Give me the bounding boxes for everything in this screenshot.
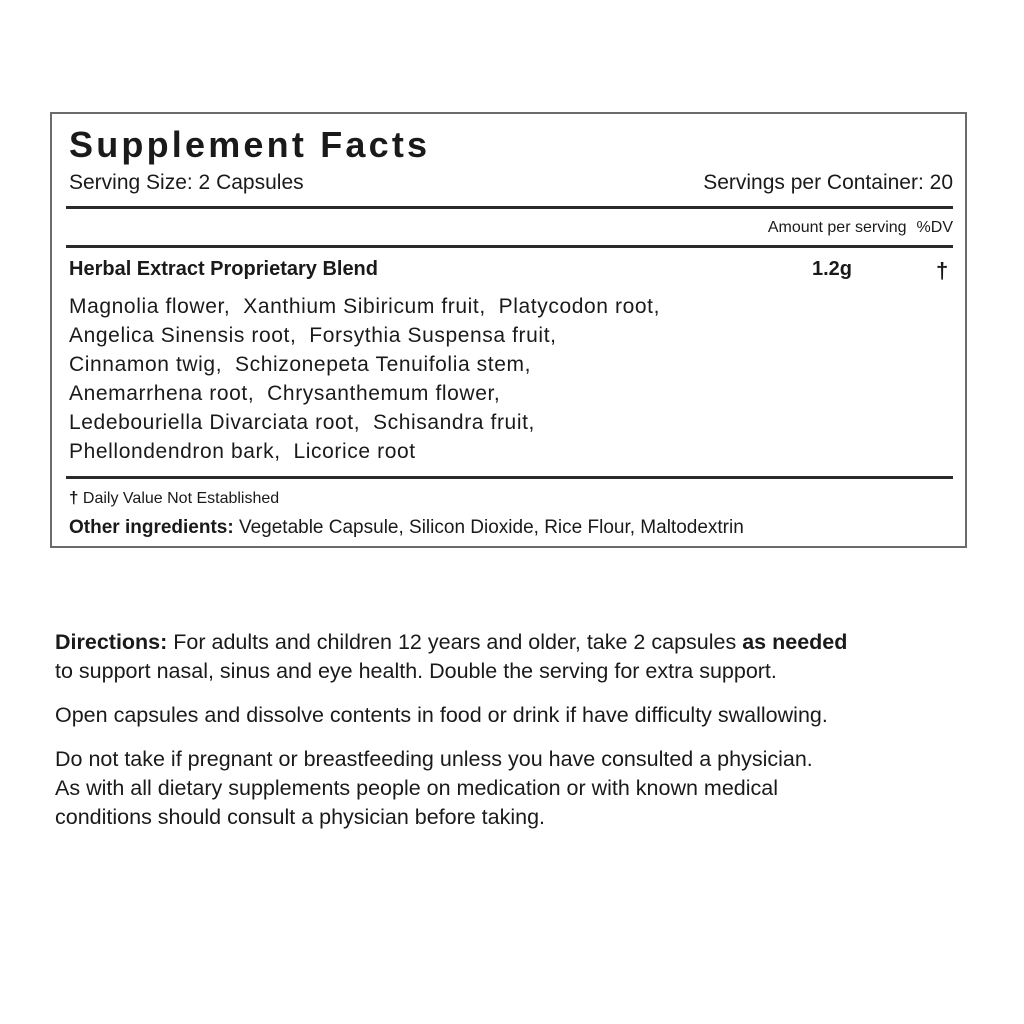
daily-value-note	[69, 488, 279, 508]
facts-title: Supplement Facts	[69, 124, 431, 165]
as-needed-emphasis: as needed	[742, 630, 848, 654]
capsule-instructions-text: Open capsules and dissolve contents in food or drink if have difficulty swallowing.	[55, 703, 828, 727]
blend-name: Herbal Extract Proprietary Blend	[69, 258, 378, 280]
warning-line: Do not take if pregnant or breastfeeding unless you have consulted a physician.	[55, 747, 813, 771]
serving-size: Serving Size: 2 Capsules	[69, 171, 304, 194]
other-ingredients-text: Vegetable Capsule, Silicon Dioxide, Rice Flour, Maltodextrin	[238, 517, 744, 538]
divider	[66, 245, 953, 248]
other-ingredients-label: Other ingredients:	[69, 517, 234, 538]
amount-per-serving-label: Amount per serving	[767, 219, 907, 236]
divider	[66, 206, 953, 209]
divider	[66, 476, 953, 479]
amount-header	[768, 219, 953, 237]
directions-section	[55, 628, 985, 832]
ingredient-line: Magnolia flower, Xanthium Sibiricum fruit, Platycodon root,	[69, 295, 661, 318]
dv-header: %DV	[916, 219, 953, 236]
supplement-facts-panel	[50, 112, 967, 548]
ingredient-line: Angelica Sinensis root, Forsythia Suspensa fruit,	[69, 324, 557, 347]
servings-per-container: Servings per Container: 20	[703, 171, 953, 194]
directions-text: For adults and children 12 years and older, take 2 capsules	[173, 630, 737, 654]
ingredient-line: Cinnamon twig, Schizonepeta Tenuifolia stem,	[69, 353, 532, 376]
directions-paragraph	[55, 628, 985, 686]
ingredient-line: Phellondendron bark, Licorice root	[69, 440, 416, 463]
blend-dv-symbol: †	[936, 258, 949, 283]
warning-paragraph	[55, 745, 985, 832]
ingredient-line: Anemarrhena root, Chrysanthemum flower,	[69, 382, 501, 405]
directions-label: Directions:	[55, 630, 168, 654]
dv-note-text: Daily Value Not Established	[82, 490, 280, 507]
dagger-symbol: †	[69, 488, 79, 507]
blend-amount: 1.2g	[812, 258, 853, 280]
warning-line: As with all dietary supplements people on medication or with known medical	[55, 776, 779, 800]
other-ingredients	[69, 517, 744, 539]
directions-line	[55, 628, 985, 657]
directions-line: to support nasal, sinus and eye health. Double the serving for extra support.	[55, 659, 777, 683]
ingredient-list	[69, 292, 660, 466]
warning-line: conditions should consult a physician before taking.	[55, 805, 546, 829]
capsule-instructions	[55, 701, 985, 730]
ingredient-line: Ledebouriella Divarciata root, Schisandra fruit,	[69, 411, 535, 434]
